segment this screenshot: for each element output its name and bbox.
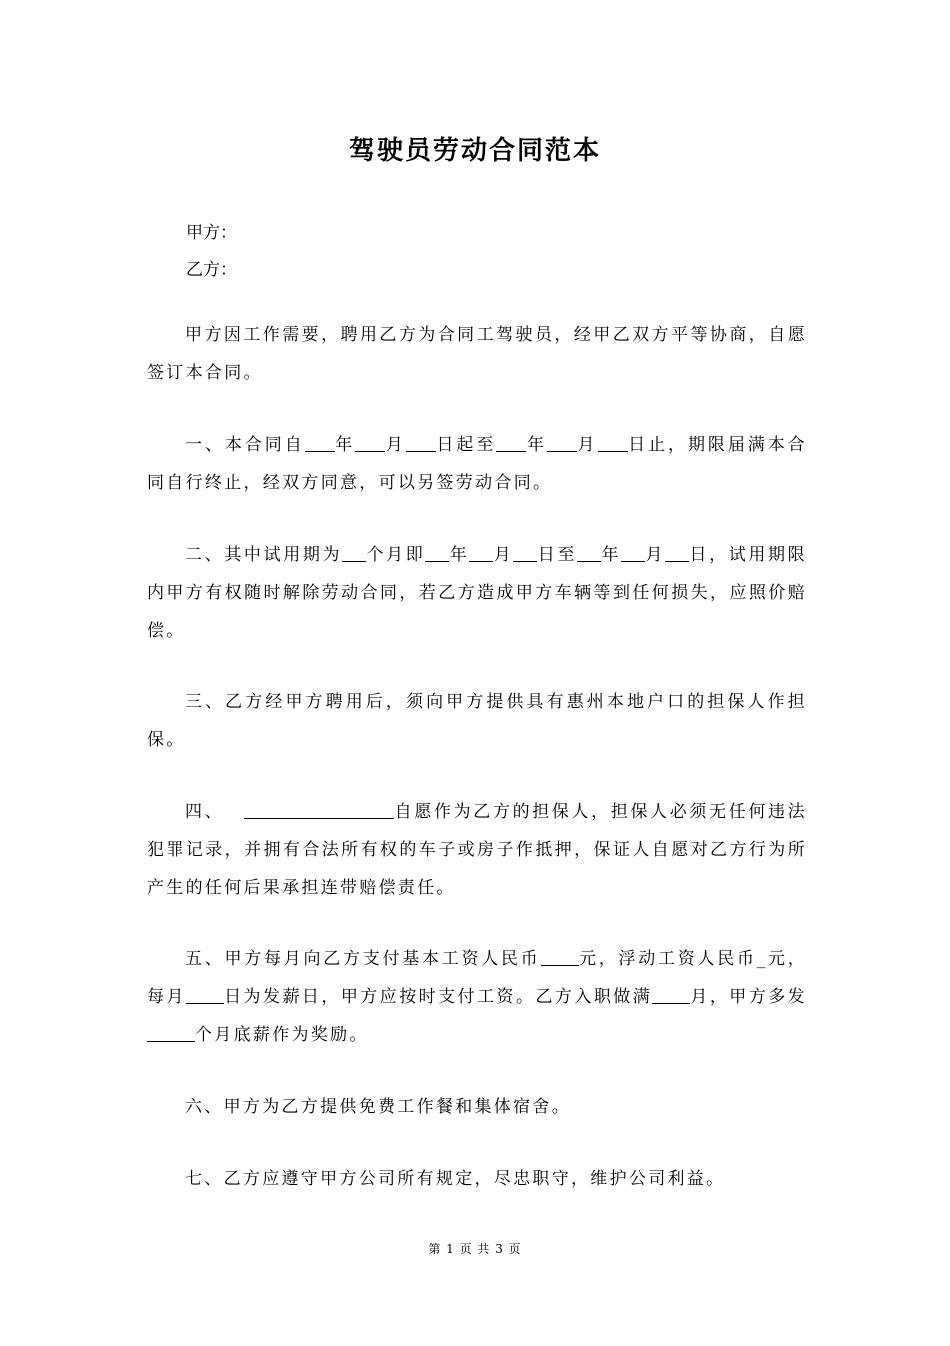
guarantor-blank[interactable] (244, 801, 394, 819)
blank-field[interactable] (665, 544, 689, 562)
blank-field[interactable] (469, 544, 493, 562)
party-b-label: 乙方： (186, 260, 237, 280)
intro-paragraph: 甲方因工作需要，聘用乙方为合同工驾驶员，经甲乙双方平等协商，自愿签订本合同。 (147, 325, 807, 383)
blank-field[interactable] (598, 434, 628, 452)
clause-7: 七、乙方应遵守甲方公司所有规定，尽忠职守，维护公司利益。 (185, 1169, 726, 1189)
blank-field[interactable] (355, 434, 385, 452)
blank-field[interactable] (406, 434, 436, 452)
blank-field[interactable] (513, 544, 537, 562)
blank-field[interactable] (547, 434, 577, 452)
blank-field[interactable] (577, 544, 601, 562)
blank-field[interactable] (425, 544, 449, 562)
clause-3: 三、乙方经甲方聘用后，须向甲方提供具有惠州本地户口的担保人作担保。 (147, 692, 807, 750)
clause-5: 五、甲方每月向乙方支付基本工资人民币 元，浮动工资人民币_元，每月 日为发薪日，甲方应按时支付工资。乙方入职做满 月，甲方多发个月底薪作为奖励。 (147, 949, 807, 1045)
clause-2: 二、其中试用期为 个月即 年 月 日至 年 月 日，试用期限内甲方有权随时解除劳动合同，若乙方造成甲方车辆等到任何损失，应照价赔偿。 (147, 545, 807, 641)
blank-field[interactable] (496, 434, 526, 452)
blank-field[interactable] (186, 986, 224, 1004)
party-a-label: 甲方： (186, 223, 237, 243)
blank-field[interactable] (541, 948, 579, 966)
page-number: 第 1 页 共 3 页 (428, 1242, 522, 1256)
blank-field[interactable] (652, 986, 690, 1004)
clause-1: 一、本合同自 年 月 日起至 年 月 日止，期限届满本合同自行终止，经双方同意，可以另签劳动合同。 (147, 435, 807, 493)
blank-field[interactable] (305, 434, 335, 452)
clause-4: 四、 自愿作为乙方的担保人，担保人必须无任何违法犯罪记录，并拥有合法所有权的车子或房子作抵押，保证人自愿对乙方行为所产生的任何后果承担连带赔偿责任。 (147, 802, 807, 898)
document-title: 驾驶员劳动合同范本 (348, 136, 601, 166)
blank-field[interactable] (621, 544, 645, 562)
clause-6: 六、甲方为乙方提供免费工作餐和集体宿舍。 (185, 1097, 571, 1117)
blank-field[interactable] (342, 544, 366, 562)
blank-field[interactable] (147, 1024, 195, 1042)
